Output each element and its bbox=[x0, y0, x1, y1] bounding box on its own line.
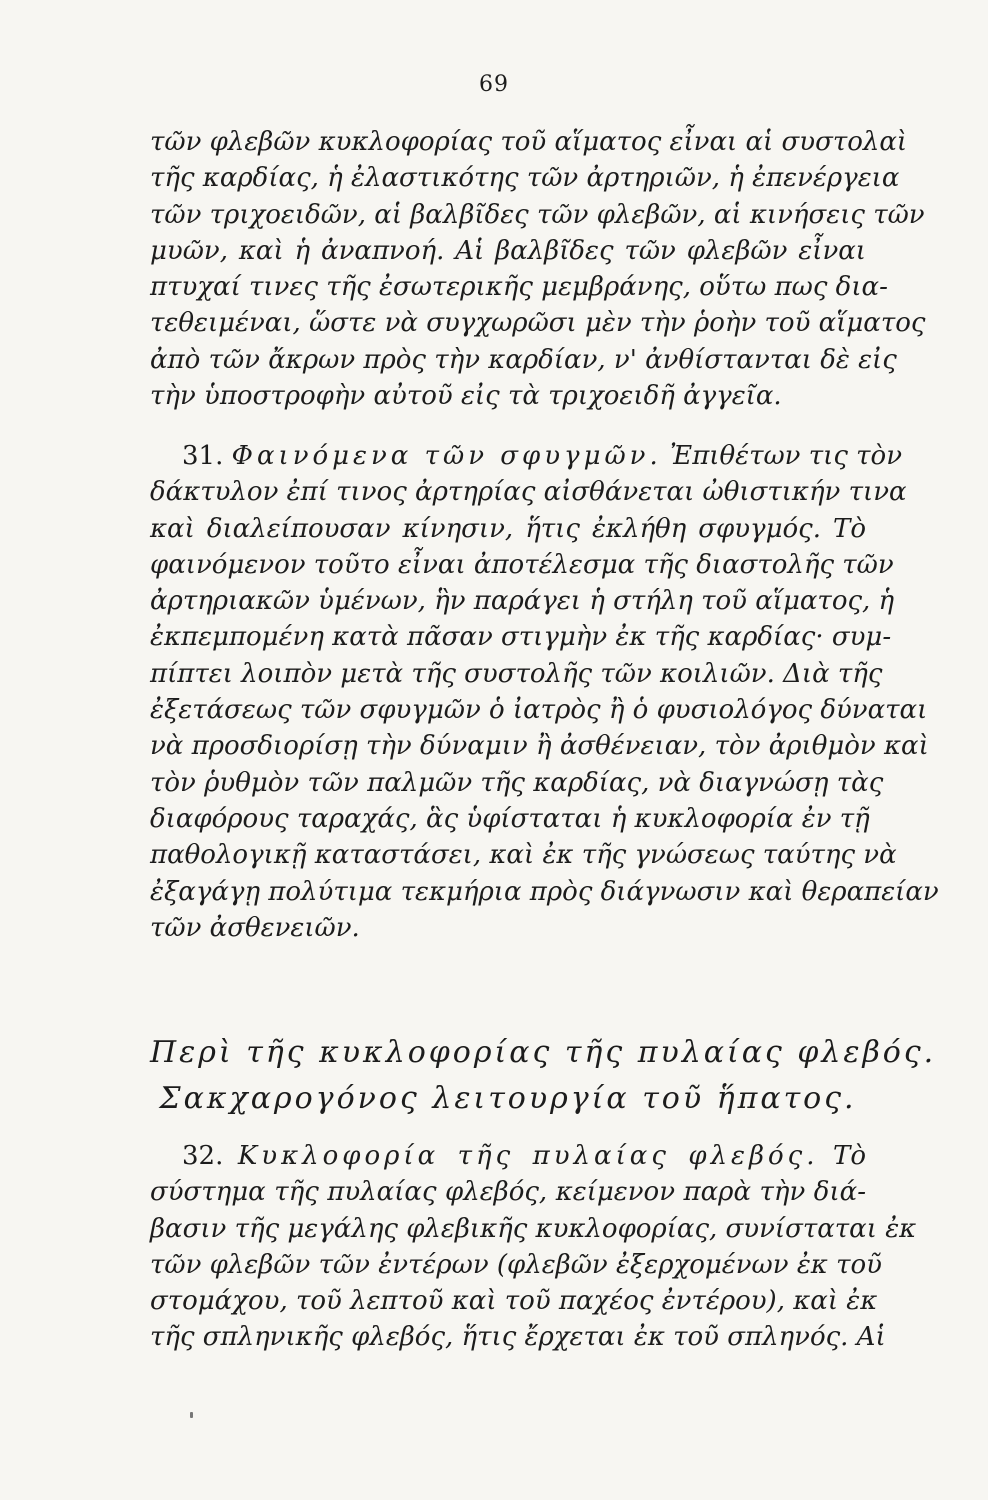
text-line: καὶ διαλείπουσαν κίνησιν, ἥτις ἐκλήθη σφυγμός. Τὸ bbox=[150, 513, 866, 544]
text-line: τῶν φλεβῶν κυκλοφορίας τοῦ αἵματος εἶναι αἱ συστολαὶ bbox=[150, 127, 908, 157]
text-line: ἐξετάσεως τῶν σφυγμῶν ὁ ἰατρὸς ἢ ὁ φυσιολόγος δύναται bbox=[150, 695, 928, 726]
heading-line-2: Σακχαρογόνος λειτουργία τοῦ ἥπατος. bbox=[159, 1081, 857, 1116]
text-line: στομάχου, τοῦ λεπτοῦ καὶ τοῦ παχέος ἐντέρου), καὶ ἐκ bbox=[150, 1286, 878, 1317]
text-line: ἐκπεμπομένη κατὰ πᾶσαν στιγμὴν ἐκ τῆς καρδίας· συμ- bbox=[150, 622, 892, 653]
text-line: πίπτει λοιπὸν μετὰ τῆς συστολῆς τῶν κοιλιῶν. Διὰ τῆς bbox=[150, 658, 883, 689]
text-line: τῆς καρδίας, ἡ ἐλαστικότης τῶν ἀρτηριῶν, ἡ ἐπενέργεια bbox=[150, 163, 900, 194]
text-line: τῆς σπληνικῆς φλεβός, ἥτις ἔρχεται ἐκ τοῦ σπληνός. Αἱ bbox=[150, 1322, 886, 1353]
text-line: ἀρτηριακῶν ὑμένων, ἣν παράγει ἡ στήλη τοῦ αἵματος, ἡ bbox=[150, 586, 895, 617]
text-line: φαινόμενον τοῦτο εἶναι ἀποτέλεσμα τῆς διαστολῆς τῶν bbox=[150, 549, 894, 580]
text-line: τῶν φλεβῶν τῶν ἐντέρων (φλεβῶν ἐξερχομένων ἐκ τοῦ bbox=[150, 1249, 882, 1280]
text-line: ἐξαγάγῃ πολύτιμα τεκμήρια πρὸς διάγνωσιν καὶ θεραπείαν bbox=[150, 876, 939, 907]
paragraph-venous-circulation bbox=[150, 124, 926, 414]
text-line: τεθειμέναι, ὥστε νὰ συγχωρῶσι μὲν τὴν ῥοὴν τοῦ αἵματος bbox=[150, 308, 926, 339]
heading-line-1: Περὶ τῆς κυκλοφορίας τῆς πυλαίας φλεβός. bbox=[150, 1035, 937, 1070]
text-line: διαφόρους ταραχάς, ἃς ὑφίσταται ἡ κυκλοφορία ἐν τῇ bbox=[150, 803, 870, 834]
text-line: παθολογικῇ καταστάσει, καὶ ἐκ τῆς γνώσεως ταύτης νὰ bbox=[150, 840, 897, 871]
text-line: τῶν ἀσθενειῶν. bbox=[150, 912, 360, 943]
text-line: νὰ προσδιορίσῃ τὴν δύναμιν ἢ ἀσθένειαν, τὸν ἀριθμὸν καὶ bbox=[150, 731, 929, 762]
ink-speck bbox=[190, 1412, 193, 1418]
text-line: πτυχαί τινες τῆς ἐσωτερικῆς μεμβράνης, οὕτω πως δια- bbox=[150, 272, 888, 303]
section-32-first-line bbox=[150, 1138, 866, 1174]
section-title: Φαινόμενα τῶν σφυγμῶν. bbox=[231, 441, 662, 471]
section-31-first-line bbox=[150, 438, 902, 474]
text-line: σύστημα τῆς πυλαίας φλεβός, κείμενον παρὰ τὴν διά- bbox=[150, 1177, 866, 1208]
section-title: Κυκλοφορία τῆς πυλαίας φλεβός. bbox=[237, 1141, 819, 1171]
section-32-portal-vein bbox=[150, 1138, 917, 1356]
text-fragment: Ἐπιθέτων τις τὸν bbox=[670, 441, 902, 471]
chapter-heading bbox=[150, 1030, 937, 1122]
section-number: 32. bbox=[182, 1141, 224, 1171]
text-line: βασιν τῆς μεγάλης φλεβικῆς κυκλοφορίας, συνίσταται ἐκ bbox=[150, 1213, 917, 1244]
text-fragment: Τὸ bbox=[833, 1141, 866, 1171]
page-number: 69 bbox=[479, 72, 509, 97]
section-number: 31. bbox=[182, 441, 224, 471]
section-31-pulse bbox=[150, 438, 939, 946]
text-line: τὴν ὑποστροφὴν αὐτοῦ εἰς τὰ τριχοειδῆ ἀγγεῖα. bbox=[150, 381, 782, 412]
text-line: μυῶν, καὶ ἡ ἀναπνοή. Αἱ βαλβῖδες τῶν φλεβῶν εἶναι bbox=[150, 235, 866, 266]
text-line: τὸν ῥυθμὸν τῶν παλμῶν τῆς καρδίας, νὰ διαγνώσῃ τὰς bbox=[150, 767, 884, 798]
text-line: τῶν τριχοειδῶν, αἱ βαλβῖδες τῶν φλεβῶν, αἱ κινήσεις τῶν bbox=[150, 199, 925, 230]
text-line: δάκτυλον ἐπί τινος ἀρτηρίας αἰσθάνεται ὠθιστικήν τινα bbox=[150, 477, 907, 508]
text-line: ἀπὸ τῶν ἄκρων πρὸς τὴν καρδίαν, ν' ἀνθίστανται δὲ εἰς bbox=[150, 344, 897, 375]
